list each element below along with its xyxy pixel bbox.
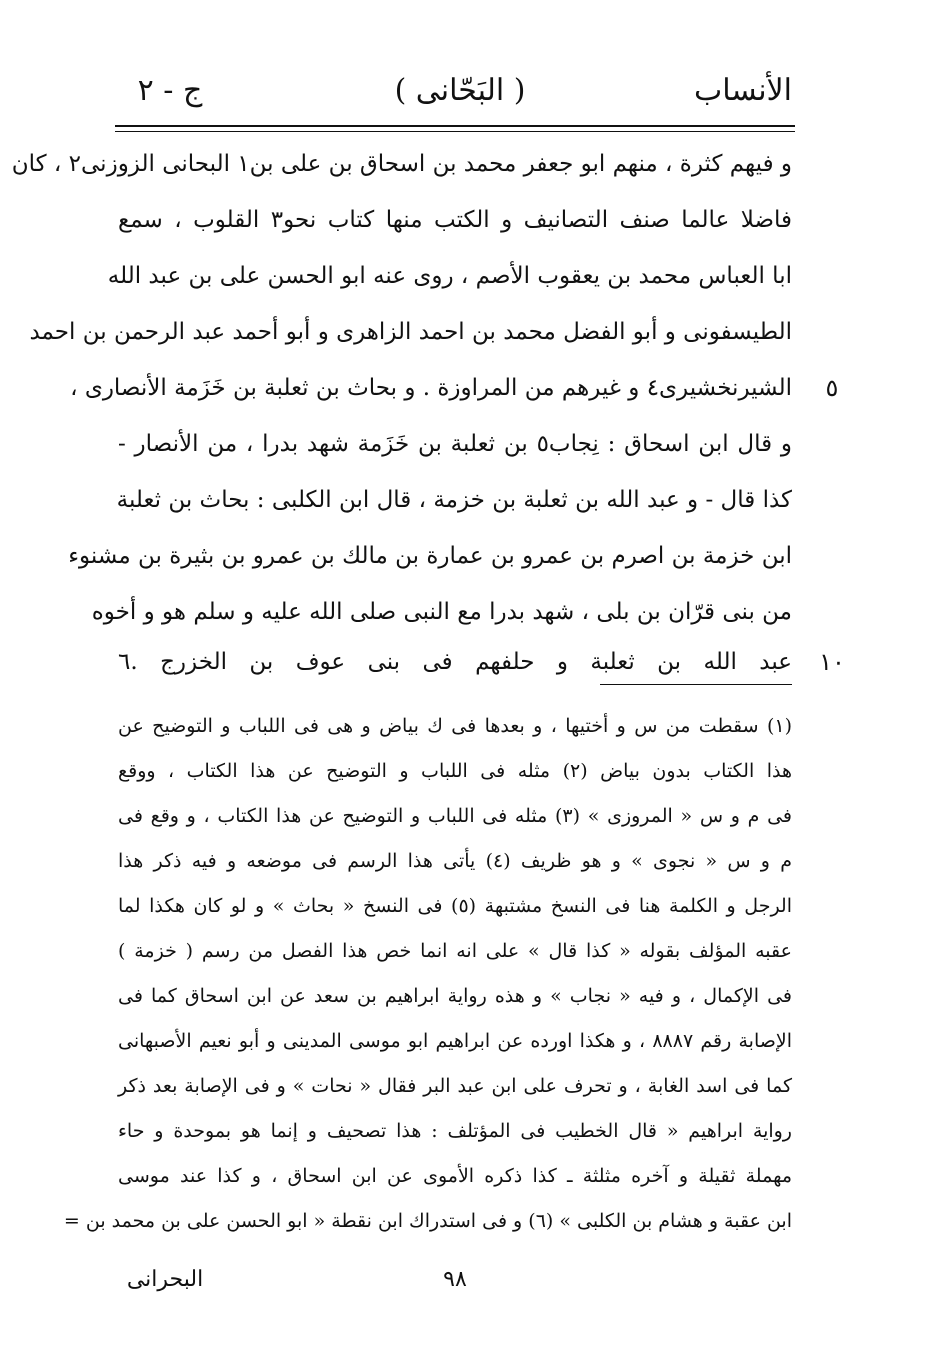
- running-head-volume: ج - ٢: [137, 73, 203, 108]
- main-text-line: كذا قال - و عبد الله بن ثعلبة بن خزمة ، قال ابن الكلبى : بحاث بن ثعلبة: [116, 487, 792, 513]
- footnote-line: هذا الكتاب بدون بياض (٢) مثله فى اللباب و التوضيح عن هذا الكتاب ، ووقع: [118, 760, 792, 782]
- footnote-rule: [600, 684, 792, 685]
- main-text-line: و فيهم كثرة ، منهم ابو جعفر محمد بن اسحاق بن على بن١ البحانى الزوزنى٢ ، كان: [11, 151, 792, 177]
- main-text-line: الطيسفونى و أبو الفضل محمد بن احمد الزاهرى و أبو أحمد عبد الرحمن بن احمد: [29, 319, 792, 345]
- catchword: البحرانى: [126, 1267, 204, 1292]
- main-text-line: ابا العباس محمد بن يعقوب الأصم ، روى عنه ابو الحسن على بن عبد الله: [107, 263, 792, 289]
- footnote-line: م و س « نجوى » و هو ظريف (٤) يأتى هذا الرسم فى موضعه و فيه ذكر هذا: [118, 850, 792, 872]
- footnote-line: (١) سقطت من س و أختيها ، و بعدها فى ك بياض و هى فى اللباب و التوضيح عن: [118, 715, 792, 737]
- header-rule-thick: [115, 125, 795, 127]
- footnote-line: الرجل و الكلمة هنا فى النسخ مشتبهة (٥) فى النسخ « بحاث » و لو كان هكذا لما: [118, 895, 792, 917]
- footnote-line: مهملة ثقيلة و آخره مثلثة ـ كذا ذكره الأموى عن ابن اسحاق ، و كذا عند موسى: [118, 1165, 792, 1187]
- main-text-line: ابن خزمة بن اصرم بن عمرو بن عمارة بن مالك بن عمرو بن بثيرة بن مشنوء: [68, 543, 792, 569]
- main-text-line: الشيرنخشيرى٤ و غيرهم من المراوزة . و بحاث بن ثعلبة بن خَزَمة الأنصارى ،: [70, 375, 792, 401]
- footnote-line: عقبه المؤلف بقوله « كذا قال » على انه انما خص هذا الفصل من رسم ( خزمة ): [118, 940, 792, 962]
- main-text-line: من بنى قرّان بن بلى ، شهد بدرا مع النبى صلى الله عليه و سلم هو و أخوه: [91, 599, 792, 625]
- page-number: ٩٨: [443, 1267, 467, 1292]
- main-text-line: و قال ابن اسحاق : نِجاب٥ بن ثعلبة بن خَزَمة شهد بدرا ، من الأنصار -: [118, 431, 793, 457]
- footnote-line: كما فى اسد الغابة ، و تحرف على ابن عبد البر فقال « نحات » و فى الإصابة بعد ذكر: [118, 1075, 792, 1097]
- header-rule-thin: [115, 131, 795, 132]
- footnote-line: رواية ابراهيم « قال الخطيب فى المؤتلف : هذا تصحيف و إنما هو بموحدة و حاء: [118, 1120, 792, 1142]
- footnote-line: الإصابة رقم ٨٨٨٧ ، و هكذا اورده عن ابراهيم ابو موسى المدينى و أبو نعيم الأصبهانى: [118, 1030, 792, 1052]
- footnote-line: فى الإكمال ، و فيه « نجاب » و هذه رواية ابراهيم بن سعد عن ابن اسحاق كما فى: [118, 985, 792, 1007]
- footnote-line: ابن عقبة و هشام بن الكلبى » (٦) و فى استدراك ابن نقطة « ابو الحسن على بن محمد بن =: [63, 1210, 792, 1232]
- main-text-line: فاضلا عالما صنف التصانيف و الكتب منها كتاب نحو٣ القلوب ، سمع: [118, 207, 792, 233]
- line-number: ١٠: [819, 648, 845, 676]
- running-head-entry: ( البَحّانى ): [394, 73, 526, 108]
- footnote-line: فى م و س « المروزى » (٣) مثله فى اللباب و التوضيح عن هذا الكتاب ، و وقع فى: [118, 805, 792, 827]
- running-head-title: الأنساب: [694, 73, 792, 108]
- main-text-line: عبد الله بن ثعلبة و حلفهم فى بنى عوف بن الخزرج .٦: [118, 649, 792, 675]
- line-number: ٥: [825, 374, 839, 402]
